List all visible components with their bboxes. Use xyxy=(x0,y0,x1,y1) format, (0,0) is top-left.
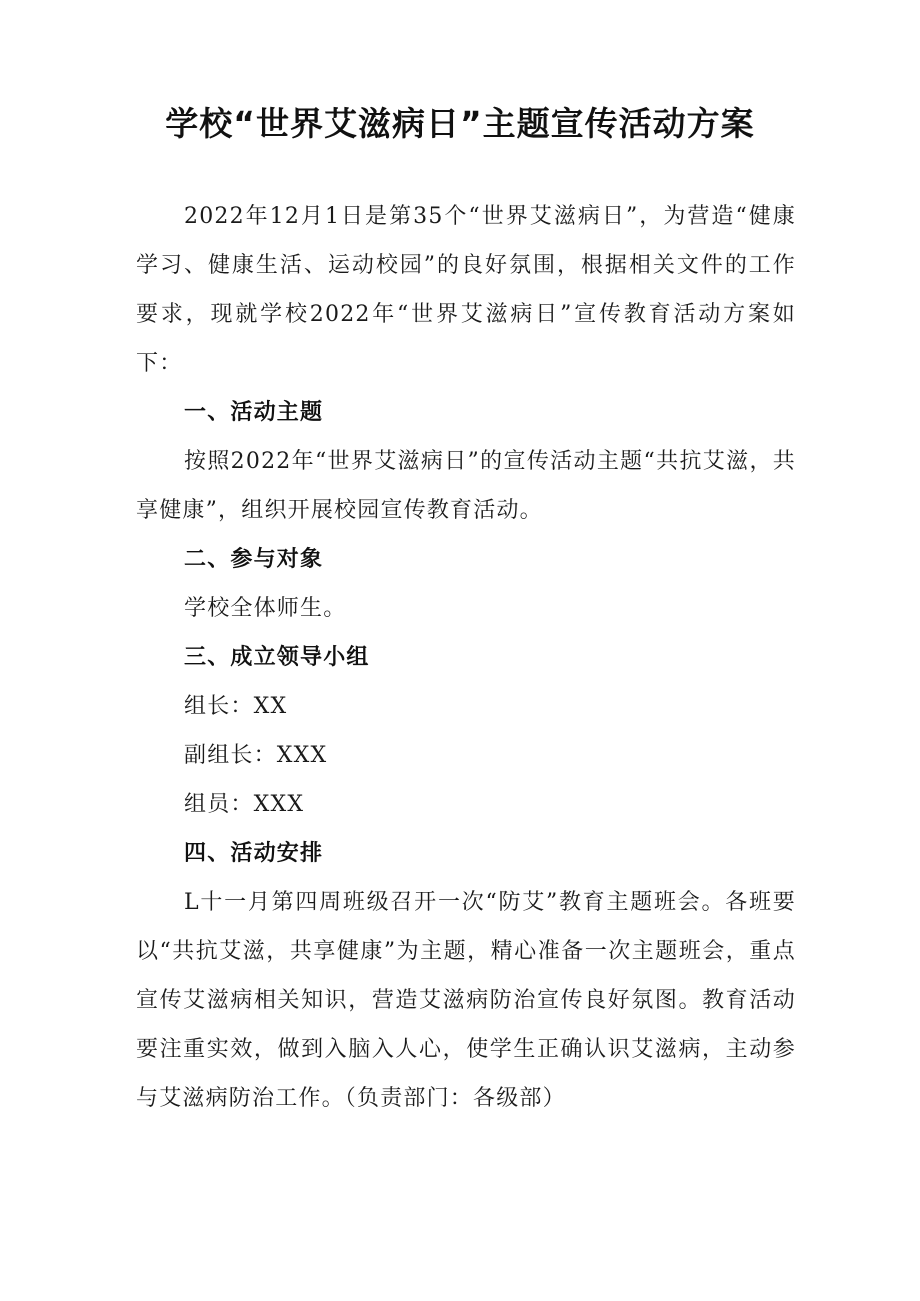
deputy-leader-line: 副组长：XXX xyxy=(184,743,328,768)
theme-paragraph: 按照2022年“世界艾滋病日”的宣传活动主题“共抗艾滋，共享健康”，组织开展校园宣传教育活动。 xyxy=(136,449,796,523)
intro-paragraph: 2022年12月1日是第35个“世界艾滋病日”，为营造“健康学习、健康生活、运动校园”的良好氛围，根据相关文件的工作要求，现就学校2022年“世界艾滋病日”宣传教育活动方案如下： xyxy=(136,204,796,376)
document-body xyxy=(136,192,796,1123)
section-heading-leadership: 三、成立领导小组 xyxy=(184,645,370,670)
document-title: 学校“世界艾滋病日”主题宣传活动方案 xyxy=(165,104,755,143)
participants-paragraph: 学校全体师生。 xyxy=(184,596,347,621)
section-heading-participants: 二、参与对象 xyxy=(184,547,324,572)
section-heading-arrangement: 四、活动安排 xyxy=(184,841,324,866)
section-heading-theme: 一、活动主题 xyxy=(184,400,324,425)
members-line: 组员：XXX xyxy=(184,792,305,817)
arrangement-paragraph: L十一月第四周班级召开一次“防艾”教育主题班会。各班要以“共抗艾滋，共享健康”为主题，精心准备一次主题班会，重点宣传艾滋病相关知识，营造艾滋病防治宣传良好氛图。教育活动要注重实效，做到入脑入人心，使学生正确认识艾滋病，主动参与艾滋病防治工作。（负责部门：各级部） xyxy=(136,890,796,1111)
leader-line: 组长：XX xyxy=(184,694,288,719)
